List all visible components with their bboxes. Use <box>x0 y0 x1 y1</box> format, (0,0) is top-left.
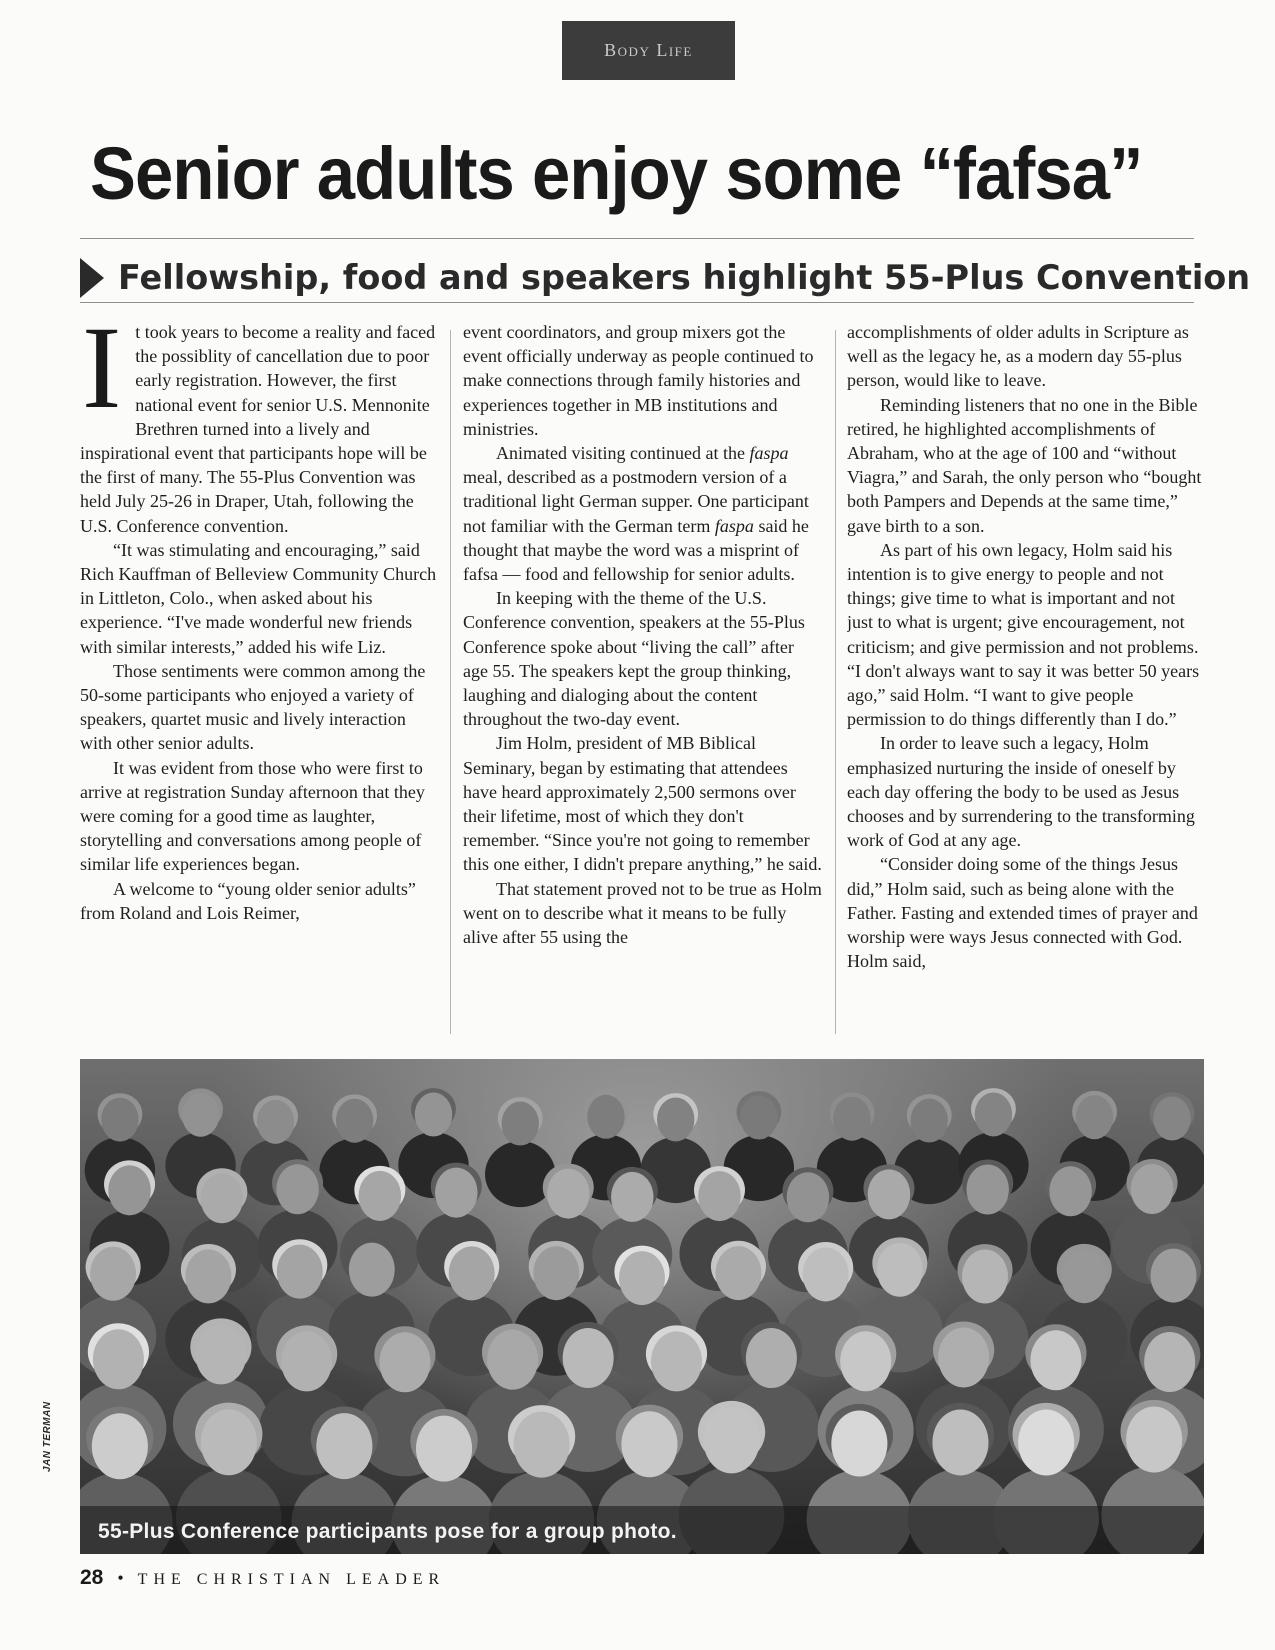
person-face <box>201 1409 257 1475</box>
paragraph-text: said he thought that maybe the word was a misprint of fafsa — food and fellowship for senior adults. <box>463 515 809 585</box>
person-body <box>485 1141 555 1207</box>
drop-cap: I <box>82 320 122 433</box>
person-face <box>92 1413 148 1479</box>
person-face <box>435 1168 478 1218</box>
person-face <box>349 1243 395 1297</box>
section-label: Body Life <box>562 21 735 80</box>
page-footer <box>80 1566 445 1590</box>
person-face <box>415 1093 452 1137</box>
person-face <box>182 1093 219 1137</box>
person-face <box>746 1328 797 1388</box>
person-face <box>1049 1166 1092 1216</box>
person-face <box>716 1246 762 1300</box>
article-column-2 <box>463 320 823 1040</box>
person-face <box>195 1324 246 1384</box>
group-photo <box>80 1059 1204 1554</box>
article-paragraph: In keeping with the theme of the U.S. Conference convention, speakers at the 55-Plus Conference spoke about “living the call” after age 55. The speakers kept the group thinking, laughing and dialoging about the content throughout the two-day event. <box>463 588 805 730</box>
person-face <box>336 1099 373 1143</box>
person-face <box>877 1243 923 1297</box>
person-face <box>962 1250 1008 1304</box>
publication-name: THE CHRISTIAN LEADER <box>137 1571 446 1588</box>
person-face <box>1030 1330 1081 1390</box>
article-paragraph: “It was stimulating and encouraging,” said Rich Kauffman of Belleview Community Church in Littleton, Colo., when asked about his experience. “I've made wonderful new friends with similar interests,” added his wife Liz. <box>80 539 437 657</box>
person-face <box>449 1246 495 1300</box>
person-face <box>359 1171 402 1221</box>
person-face <box>185 1249 231 1303</box>
person-face <box>621 1411 677 1477</box>
column-divider <box>450 330 451 1034</box>
person-face <box>1018 1409 1074 1475</box>
person-face <box>938 1327 989 1387</box>
article-paragraph: “Consider doing some of the things Jesus did,” Holm said, such as being alone with the Father. Fasting and extended times of prayer and worship were ways Jesus connected with God. Holm said, <box>847 854 1198 972</box>
person-face <box>90 1247 136 1301</box>
person-face <box>108 1165 151 1215</box>
deck-subtitle: Fellowship, food and speakers highlight 55-Plus Convention <box>118 258 1251 298</box>
person-face <box>611 1172 654 1222</box>
column-divider <box>835 330 836 1034</box>
article-paragraph <box>463 441 823 586</box>
person-face <box>966 1165 1009 1215</box>
person-face <box>911 1099 948 1143</box>
italic-term: faspa <box>714 515 754 536</box>
person-face <box>698 1171 741 1221</box>
person-face <box>1151 1249 1197 1303</box>
person-face <box>831 1410 887 1476</box>
person-face <box>93 1329 144 1389</box>
person-face <box>281 1331 332 1391</box>
person-face <box>101 1098 138 1142</box>
person-face <box>1131 1164 1174 1214</box>
person-face <box>1076 1095 1113 1139</box>
photo-credit: JAN TERMAN <box>42 1401 53 1472</box>
person-face <box>316 1413 372 1479</box>
article-paragraph: Jim Holm, president of MB Biblical Seminary, began by estimating that attendees have heard approximately 2,500 sermons over their lifetime, most of which they don't remember. “Since you're not going to remember this one either, I didn't prepare anything,” he said. <box>463 733 822 875</box>
article-paragraph: It was evident from those who were first to arrive at registration Sunday afternoon that they were coming for a good time as laughter, storytelling and conversations among people of similar life experiences began. <box>80 757 425 875</box>
person-face <box>975 1092 1012 1136</box>
person-face <box>257 1100 294 1144</box>
person-face <box>787 1172 830 1222</box>
person-face <box>740 1096 777 1140</box>
person-face <box>868 1169 911 1219</box>
person-face <box>487 1330 538 1390</box>
article-paragraph: As part of his own legacy, Holm said his intention is to give energy to people and not things; give time to what is important and not just to what is urgent; give encouragement, not criticism; and give permission and not problems. “I don't always want to say it was better 50 years ago,” said Holm. “I want to give people permission to do things differently than I do.” <box>847 539 1200 730</box>
person-face <box>1144 1332 1195 1392</box>
person-face <box>563 1328 614 1388</box>
article-paragraph: That statement proved not to be true as Holm went on to describe what it means to be fully alive after 55 using the <box>463 878 822 948</box>
paragraph-text: Animated visiting continued at the <box>496 443 750 464</box>
person-face <box>840 1331 891 1391</box>
group-photo-people <box>80 1059 1204 1554</box>
person-face <box>416 1416 472 1482</box>
person-face <box>833 1097 870 1141</box>
footer-separator: • <box>117 1568 124 1588</box>
article-paragraph <box>80 320 437 538</box>
crowd-silhouettes <box>80 1088 1204 1554</box>
person-face <box>201 1173 244 1223</box>
person-face <box>533 1246 579 1300</box>
article-column-3 <box>847 320 1204 1040</box>
deck-arrow-icon <box>80 258 104 298</box>
article-column-1 <box>80 320 437 1040</box>
italic-term: faspa <box>749 443 789 464</box>
article-paragraph: A welcome to “young older senior adults” from Roland and Lois Reimer, <box>80 878 416 923</box>
person-face <box>379 1332 430 1392</box>
article-paragraph: Those sentiments were common among the 50-some participants who enjoyed a variety of speakers, quartet music and lively interaction with other senior adults. <box>80 660 426 754</box>
page-number: 28 <box>80 1566 104 1589</box>
person-face <box>513 1412 569 1478</box>
person-face <box>1061 1249 1107 1303</box>
article-paragraph: In order to leave such a legacy, Holm emphasized nurturing the inside of oneself by each day offering the body to be used as Jesus chooses and by surrendering to the transforming work of God at any age. <box>847 733 1195 851</box>
person-face <box>1153 1097 1190 1141</box>
photo-caption: 55-Plus Conference participants pose for a group photo. <box>98 1520 677 1543</box>
headline: Senior adults enjoy some “fafsa” <box>90 132 1143 215</box>
headline-rule <box>80 238 1194 239</box>
paragraph-text: t took years to become a reality and faced the possiblity of cancellation due to poor early registration. However, the first national event for senior U.S. Mennonite Brethren turned into a lively and inspirational event that participants hope will be the first of many. The 55-Plus Convention was held July 25-26 in Draper, Utah, following the U.S. Conference convention. <box>80 322 436 536</box>
person-face <box>276 1164 319 1214</box>
person-face <box>619 1251 665 1305</box>
paragraph-text: meal, described as a postmodern version of a traditional light German supper. One participant not familiar with the German term <box>463 467 809 536</box>
person-face <box>587 1095 624 1139</box>
deck-rule <box>80 302 1194 303</box>
person-face <box>651 1331 702 1391</box>
person-face <box>502 1102 539 1146</box>
person-face <box>277 1245 323 1299</box>
person-face <box>703 1407 759 1473</box>
person-face <box>657 1097 694 1141</box>
article-paragraph: Reminding listeners that no one in the Bible retired, he highlighted accomplishments of Abraham, who at the age of 100 and “without Viagra,” and Sarah, the only person who “bought both Pampers and Depends at the same time,” gave birth to a son. <box>847 394 1202 536</box>
article-paragraph: accomplishments of older adults in Scripture as well as the legacy he, as a modern day 55-plus person, would like to leave. <box>847 322 1189 391</box>
article-paragraph: event coordinators, and group mixers got the event officially underway as people continued to make connections through family histories and experiences together in MB institutions and ministries. <box>463 322 814 439</box>
person-face <box>547 1169 590 1219</box>
person-face <box>803 1247 849 1301</box>
person-face <box>932 1409 988 1475</box>
person-face <box>1126 1407 1182 1473</box>
